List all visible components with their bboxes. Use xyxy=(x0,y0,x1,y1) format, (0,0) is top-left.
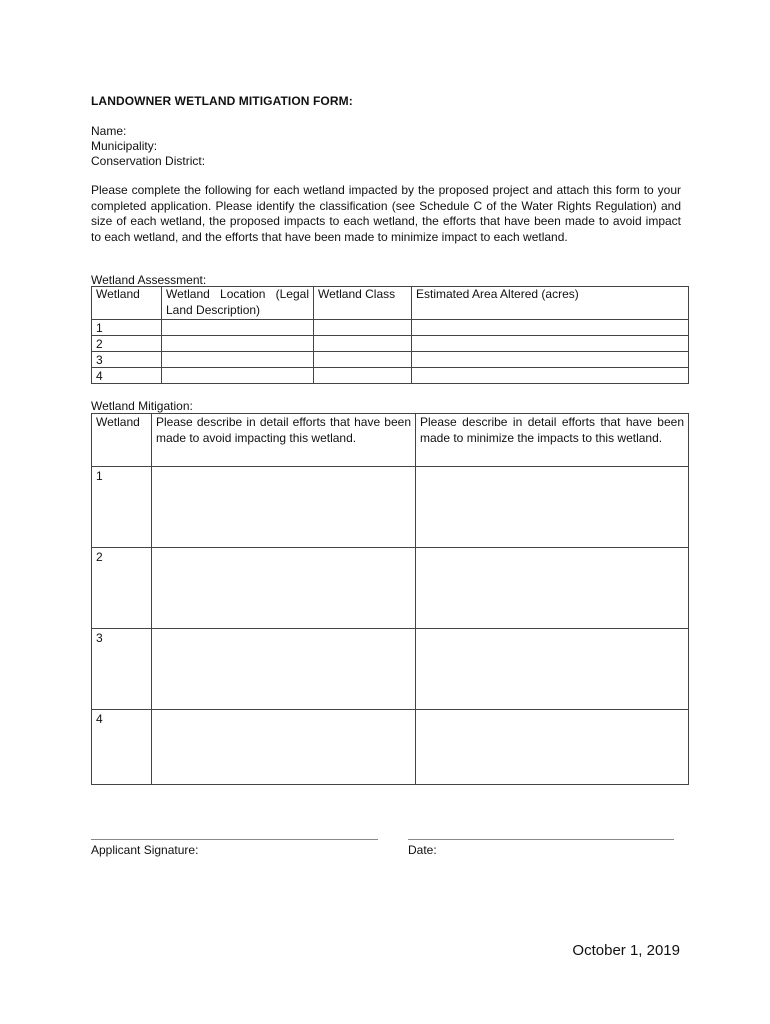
mitigation-header-row xyxy=(92,414,689,467)
mitigation-row-number: 4 xyxy=(92,710,152,785)
assessment-label: Wetland Assessment: xyxy=(91,273,207,287)
mitigation-header-minimize: Please describe in detail efforts that have been made to minimize the impacts to this wetland. xyxy=(416,414,689,467)
mitigation-label: Wetland Mitigation: xyxy=(91,399,193,413)
assessment-header-wetland: Wetland xyxy=(92,287,162,320)
municipality-label: Municipality: xyxy=(91,139,158,153)
assessment-row-number: 4 xyxy=(92,368,162,384)
assessment-header-row xyxy=(92,287,689,320)
assessment-area-cell[interactable] xyxy=(412,336,689,352)
conservation-district-label: Conservation District: xyxy=(91,154,206,168)
mitigation-avoid-cell[interactable] xyxy=(152,710,416,785)
assessment-row-number: 1 xyxy=(92,320,162,336)
table-row xyxy=(92,710,689,785)
mitigation-row-number: 3 xyxy=(92,629,152,710)
applicant-signature-line[interactable] xyxy=(91,839,378,840)
footer-date: October 1, 2019 xyxy=(572,942,680,959)
table-row xyxy=(92,336,689,352)
applicant-signature-label: Applicant Signature: xyxy=(91,843,199,857)
assessment-class-cell[interactable] xyxy=(314,368,412,384)
assessment-area-cell[interactable] xyxy=(412,320,689,336)
assessment-class-cell[interactable] xyxy=(314,336,412,352)
name-label: Name: xyxy=(91,124,127,138)
assessment-row-number: 2 xyxy=(92,336,162,352)
wetland-assessment-table xyxy=(91,286,689,384)
mitigation-row-number: 2 xyxy=(92,548,152,629)
assessment-area-cell[interactable] xyxy=(412,352,689,368)
assessment-location-cell[interactable] xyxy=(162,336,314,352)
date-label: Date: xyxy=(408,843,437,857)
assessment-class-cell[interactable] xyxy=(314,320,412,336)
mitigation-minimize-cell[interactable] xyxy=(416,467,689,548)
table-row xyxy=(92,629,689,710)
mitigation-row-number: 1 xyxy=(92,467,152,548)
wetland-mitigation-table xyxy=(91,413,689,785)
instructions-paragraph: Please complete the following for each wetland impacted by the proposed project and attach this form to your completed application. Please identify the classification (see Schedule C of the Water Rights Regulation) and size of each wetland, the proposed impacts to each wetland, the efforts that have been made to avoid impact to each wetland, and the efforts that have been made to minimize impact to each wetland. xyxy=(91,183,681,244)
table-row xyxy=(92,467,689,548)
table-row xyxy=(92,368,689,384)
date-signature-line[interactable] xyxy=(408,839,674,840)
table-row xyxy=(92,548,689,629)
assessment-location-cell[interactable] xyxy=(162,320,314,336)
assessment-location-cell[interactable] xyxy=(162,352,314,368)
mitigation-minimize-cell[interactable] xyxy=(416,548,689,629)
mitigation-minimize-cell[interactable] xyxy=(416,710,689,785)
table-row xyxy=(92,320,689,336)
mitigation-header-wetland: Wetland xyxy=(92,414,152,467)
assessment-location-cell[interactable] xyxy=(162,368,314,384)
table-row xyxy=(92,352,689,368)
mitigation-minimize-cell[interactable] xyxy=(416,629,689,710)
assessment-header-location: Wetland Location (Legal Land Description) xyxy=(162,287,314,320)
assessment-header-area: Estimated Area Altered (acres) xyxy=(412,287,689,320)
mitigation-avoid-cell[interactable] xyxy=(152,467,416,548)
mitigation-header-avoid: Please describe in detail efforts that have been made to avoid impacting this wetland. xyxy=(152,414,416,467)
mitigation-avoid-cell[interactable] xyxy=(152,629,416,710)
assessment-class-cell[interactable] xyxy=(314,352,412,368)
assessment-header-class: Wetland Class xyxy=(314,287,412,320)
assessment-area-cell[interactable] xyxy=(412,368,689,384)
mitigation-avoid-cell[interactable] xyxy=(152,548,416,629)
assessment-row-number: 3 xyxy=(92,352,162,368)
form-title: LANDOWNER WETLAND MITIGATION FORM: xyxy=(91,94,353,108)
